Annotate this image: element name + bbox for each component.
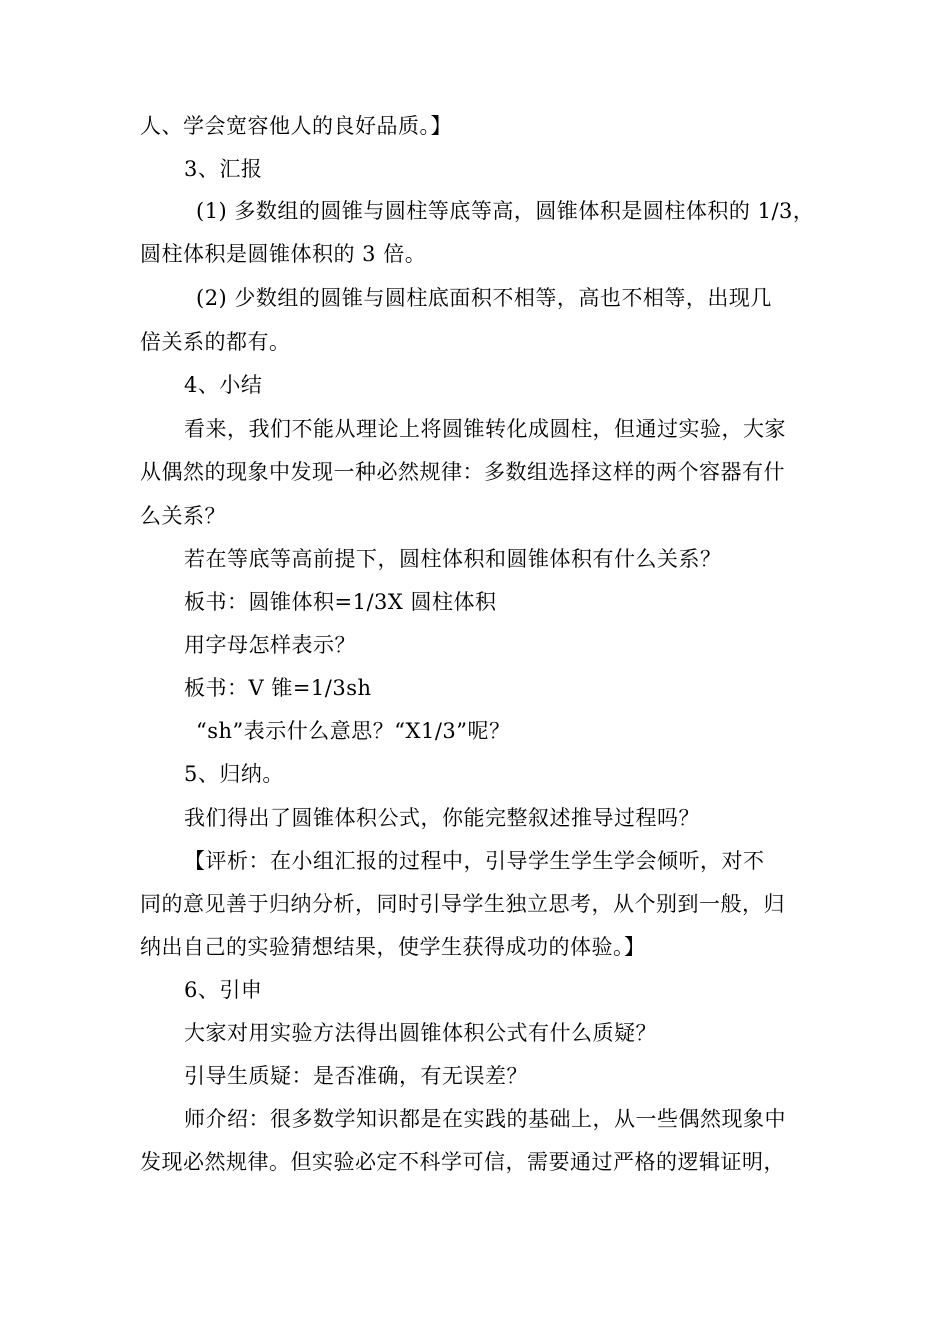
text-line: 【评析：在小组汇报的过程中，引导学生学生学会倾听，对不 (184, 849, 765, 873)
text-line: 板书：圆锥体积=1/3X 圆柱体积 (184, 590, 497, 614)
text-line: 纳出自己的实验猜想结果，使学生获得成功的体验。】 (140, 935, 646, 959)
text-line: 引导生质疑：是否准确，有无误差？ (184, 1064, 528, 1088)
text-line: 从偶然的现象中发现一种必然规律：多数组选择这样的两个容器有什 (140, 460, 785, 484)
text-line: 若在等底等高前提下，圆柱体积和圆锥体积有什么关系？ (184, 547, 722, 571)
text-line: 板书：V 锥=1/3sh (184, 676, 372, 700)
text-line: (2) 少数组的圆锥与圆柱底面积不相等，高也不相等，出现几 (196, 286, 772, 310)
text-line: 同的意见善于归纳分析，同时引导学生独立思考，从个别到一般，归 (140, 892, 785, 916)
text-line: 大家对用实验方法得出圆锥体积公式有什么质疑？ (184, 1021, 657, 1045)
section-heading: 5、归纳。 (184, 762, 284, 786)
text-line: 师介绍：很多数学知识都是在实践的基础上，从一些偶然现象中 (184, 1107, 786, 1131)
text-line: 用字母怎样表示？ (184, 633, 356, 657)
section-heading: 3、汇报 (184, 157, 263, 181)
text-line: 倍关系的都有。 (140, 330, 291, 354)
text-line: 看来，我们不能从理论上将圆锥转化成圆柱，但通过实验，大家 (184, 417, 786, 441)
text-line: 人、学会宽容他人的良好品质。】 (140, 114, 452, 138)
text-line: (1) 多数组的圆锥与圆柱等底等高，圆锥体积是圆柱体积的 1/3， (196, 199, 815, 223)
section-heading: 4、小结 (184, 373, 263, 397)
text-line: 圆柱体积是圆锥体积的 3 倍。 (140, 242, 427, 266)
section-heading: 6、引申 (184, 978, 263, 1002)
text-line: 发现必然规律。但实验必定不科学可信，需要通过严格的逻辑证明， (140, 1150, 785, 1174)
text-line: “sh”表示什么意思？“X1/3”呢？ (196, 719, 511, 743)
text-line: 我们得出了圆锥体积公式，你能完整叙述推导过程吗？ (184, 806, 700, 830)
text-line: 么关系？ (140, 504, 226, 528)
